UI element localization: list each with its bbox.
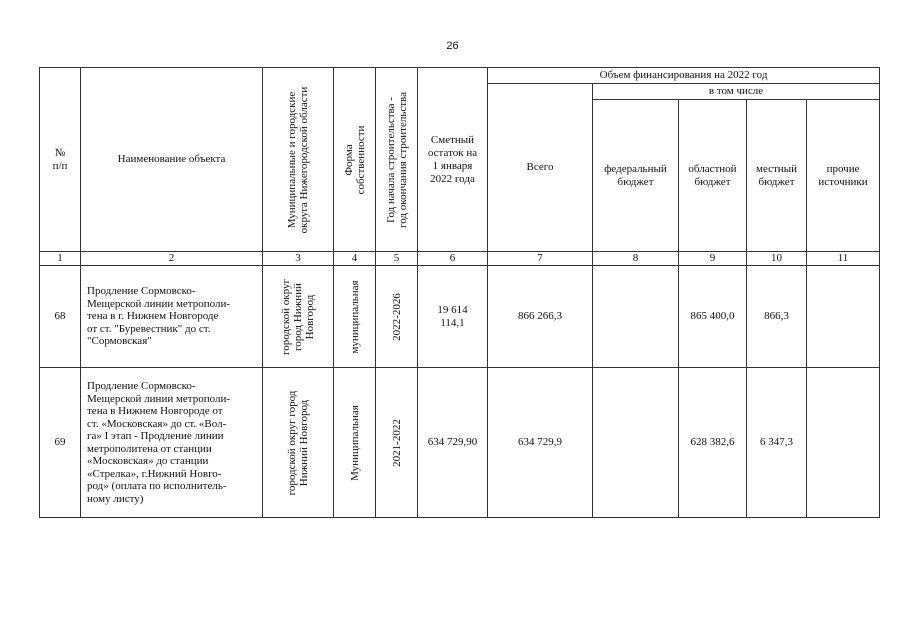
column-number: 9 [679, 252, 747, 266]
funding-federal [593, 368, 679, 518]
header-federal: федеральный бюджет [593, 100, 679, 252]
header-funding-title: Объем финансирования на 2022 год [488, 68, 880, 84]
header-years: Год начала строительства - год окончания строительства [384, 91, 409, 228]
column-number: 11 [807, 252, 880, 266]
municipality-cell [263, 368, 334, 518]
header-including: в том числе [593, 84, 880, 100]
header-estimate: Сметный остаток на 1 января 2022 года [418, 68, 488, 252]
funding-local: 6 347,3 [747, 368, 807, 518]
ownership: муниципальная [348, 279, 361, 354]
ownership: Муниципальная [348, 404, 361, 481]
column-number: 10 [747, 252, 807, 266]
header-total: Всего [488, 84, 593, 252]
funding-total: 634 729,9 [488, 368, 593, 518]
construction-years: 2021-2022 [390, 418, 403, 467]
row-number: 69 [40, 368, 81, 518]
header-ownership: Форма собственности [342, 125, 367, 194]
column-number-row [40, 252, 880, 266]
header-municipality-cell [263, 68, 334, 252]
construction-years: 2022-2026 [390, 292, 403, 341]
funding-local: 866,3 [747, 266, 807, 368]
row-number: 68 [40, 266, 81, 368]
header-object-name: Наименование объекта [81, 68, 263, 252]
column-number: 8 [593, 252, 679, 266]
column-number: 3 [263, 252, 334, 266]
funding-regional: 628 382,6 [679, 368, 747, 518]
ownership-cell [334, 368, 376, 518]
object-name: Продление Сормовско- Мещерской линии метрополи- тена в Нижнем Новгороде от ст. «Московская» до ст. «Вол- га» I этап - Продление линии метрополитена от станции «Московская» до станции «Стрелка», г.Нижний Новго- род» (оплата по исполнитель- ному листу) [81, 368, 263, 518]
funding-federal [593, 266, 679, 368]
column-number: 6 [418, 252, 488, 266]
municipality: городской округ город Нижний Новгород [280, 278, 316, 355]
funding-regional: 865 400,0 [679, 266, 747, 368]
column-number: 2 [81, 252, 263, 266]
municipality-cell [263, 266, 334, 368]
funding-other [807, 266, 880, 368]
funding-total: 866 266,3 [488, 266, 593, 368]
header-regional: областной бюджет [679, 100, 747, 252]
table-row [40, 368, 880, 518]
object-name: Продление Сормовско- Мещерской линии метрополи- тена в г. Нижнем Новгороде от ст. "Буревестник" до ст. "Сормовская" [81, 266, 263, 368]
page-number: 26 [446, 40, 459, 52]
funding-other [807, 368, 880, 518]
years-cell [376, 266, 418, 368]
header-other: прочие источники [807, 100, 880, 252]
header-number: № п/п [40, 68, 81, 252]
column-number: 1 [40, 252, 81, 266]
table-row [40, 266, 880, 368]
header-years-cell [376, 68, 418, 252]
ownership-cell [334, 266, 376, 368]
column-number: 7 [488, 252, 593, 266]
estimate-balance: 19 614 114,1 [418, 266, 488, 368]
header-ownership-cell [334, 68, 376, 252]
column-number: 5 [376, 252, 418, 266]
header-local: местный бюджет [747, 100, 807, 252]
years-cell [376, 368, 418, 518]
estimate-balance: 634 729,90 [418, 368, 488, 518]
header-row-1 [40, 68, 880, 84]
header-municipality: Муниципальные и городские округа Нижегородской области [286, 86, 310, 233]
municipality: городской округ город Нижний Новгород [286, 390, 310, 495]
column-number: 4 [334, 252, 376, 266]
investment-table [39, 67, 880, 518]
